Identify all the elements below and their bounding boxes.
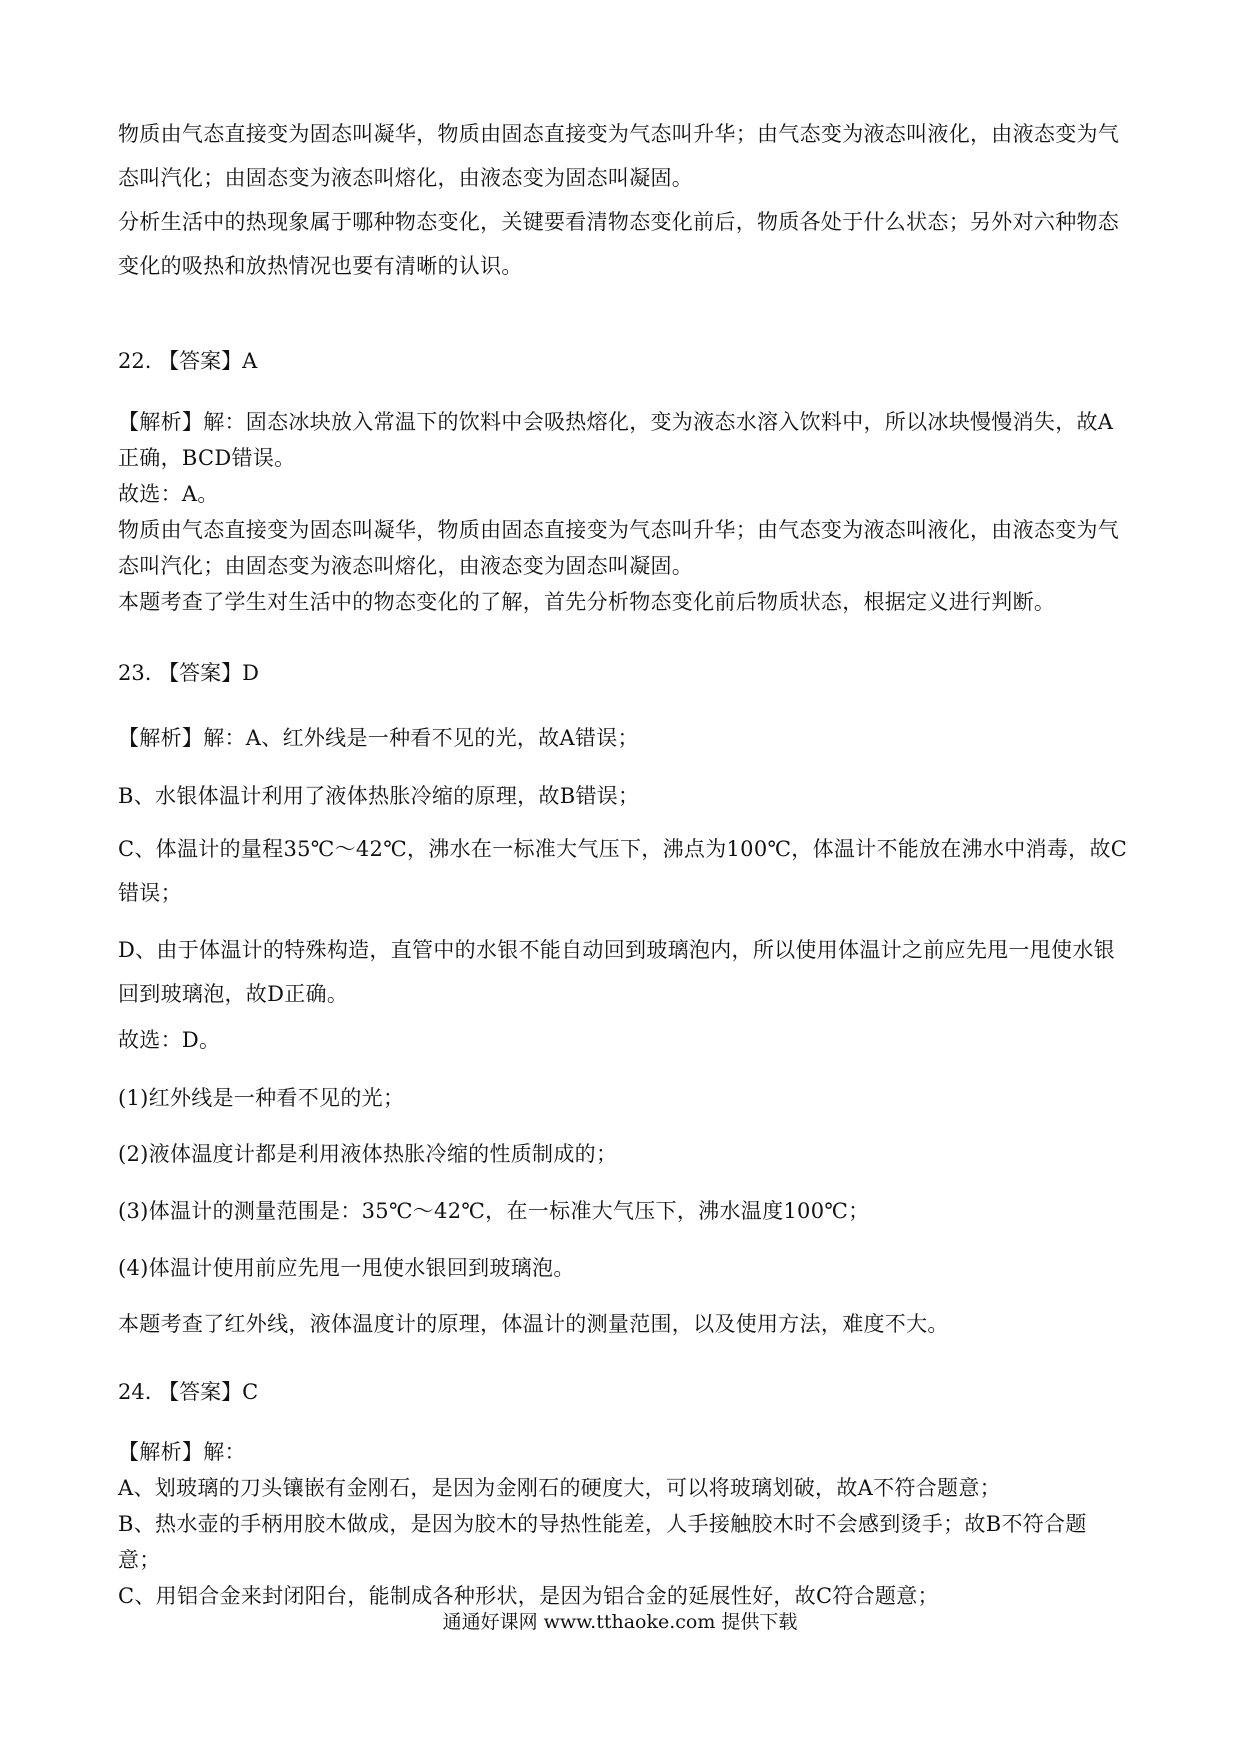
answer-heading-22: 22. 【答案】A [118, 349, 258, 373]
choice-22: 故选：A。 [118, 482, 219, 506]
page-footer: 通通好课网 www.tthaoke.com 提供下载 [442, 1611, 798, 1633]
note-23-4: (4)体温计使用前应先甩一甩使水银回到玻璃泡。 [118, 1256, 575, 1280]
analysis-23-d: D、由于体温计的特殊构造，直管中的水银不能自动回到玻璃泡内，所以使用体温计之前应先甩一甩使水银回到玻璃泡，故D正确。 [118, 938, 1115, 1006]
answer-heading-24: 24. 【答案】C [118, 1380, 259, 1404]
analysis-23-a: 【解析】解：A、红外线是一种看不见的光，故A错误； [118, 726, 639, 750]
paragraph-22-definitions: 物质由气态直接变为固态叫凝华，物质由固态直接变为气态叫升华；由气态变为液态叫液化，由液态变为气态叫汽化；由固态变为液态叫熔化，由液态变为固态叫凝固。 [118, 518, 1120, 578]
answer-heading-23: 23. 【答案】D [118, 661, 259, 685]
summary-22: 本题考查了学生对生活中的物态变化的了解，首先分析物态变化前后物质状态，根据定义进行判断。 [118, 590, 1056, 614]
summary-23: 本题考查了红外线，液体温度计的原理，体温计的测量范围，以及使用方法，难度不大。 [118, 1312, 949, 1336]
analysis-23-c: C、体温计的量程35℃～42℃，沸水在一标准大气压下，沸点为100℃，体温计不能放在沸水中消毒，故C错误； [118, 837, 1128, 905]
choice-23: 故选：D。 [118, 1028, 221, 1052]
analysis-23-b: B、水银体温计利用了液体热胀冷缩的原理，故B错误； [118, 784, 640, 808]
paragraph-analysis-hint: 分析生活中的热现象属于哪种物态变化，关键要看清物态变化前后，物质各处于什么状态；另外对六种物态变化的吸热和放热情况也要有清晰的认识。 [118, 210, 1120, 278]
note-23-1: (1)红外线是一种看不见的光； [118, 1086, 405, 1110]
analysis-24-intro: 【解析】解： [118, 1440, 246, 1464]
analysis-22: 【解析】解：固态冰块放入常温下的饮料中会吸热熔化，变为液态水溶入饮料中，所以冰块慢慢消失，故A正确，BCD错误。 [118, 410, 1114, 470]
note-23-3: (3)体温计的测量范围是：35℃～42℃，在一标准大气压下，沸水温度100℃； [118, 1199, 870, 1223]
analysis-24-c: C、用铝合金来封闭阳台，能制成各种形状，是因为铝合金的延展性好，故C符合题意； [118, 1584, 939, 1608]
analysis-24-a: A、划玻璃的刀头镶嵌有金刚石，是因为金刚石的硬度大，可以将玻璃划破，故A不符合题意； [118, 1476, 1001, 1500]
note-23-2: (2)液体温度计都是利用液体热胀冷缩的性质制成的； [118, 1142, 618, 1166]
analysis-24-b: B、热水壶的手柄用胶木做成，是因为胶木的导热性能差，人手接触胶木时不会感到烫手；故B不符合题意； [118, 1512, 1087, 1572]
paragraph-phase-change-definitions: 物质由气态直接变为固态叫凝华，物质由固态直接变为气态叫升华；由气态变为液态叫液化，由液态变为气态叫汽化；由固态变为液态叫熔化，由液态变为固态叫凝固。 [118, 122, 1120, 190]
